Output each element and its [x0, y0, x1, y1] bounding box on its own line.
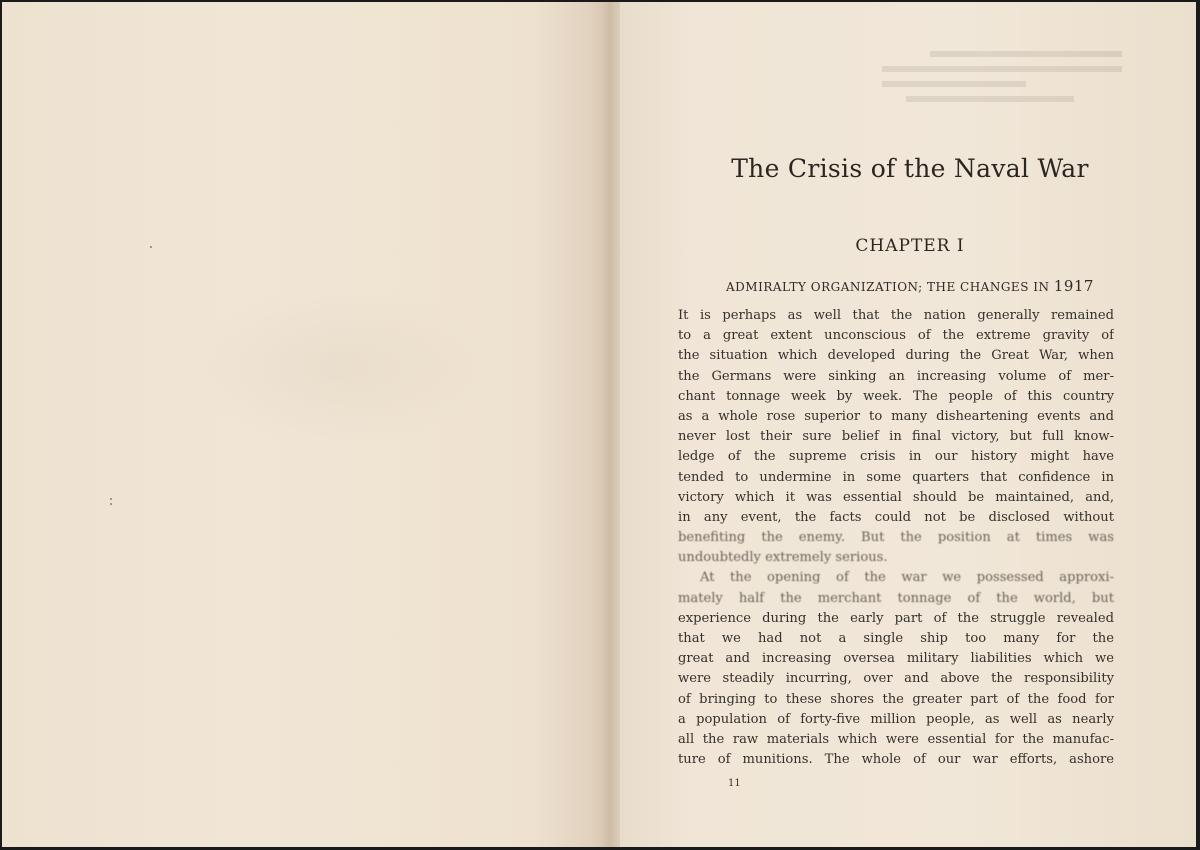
- book-spread: [2, 2, 1196, 847]
- text-line: At the opening of the war we possessed approxi-: [700, 570, 1114, 586]
- paper-speck: [110, 498, 112, 500]
- text-line: chant tonnage week by week. The people of this country: [678, 388, 1114, 404]
- text-line: in any event, the facts could not be disclosed without: [678, 509, 1114, 525]
- show-through-text: [882, 42, 1122, 122]
- text-line: experience during the early part of the struggle revealed: [678, 610, 1114, 626]
- paper-speck: [110, 503, 112, 505]
- paper-speck: [150, 246, 152, 248]
- show-through-shadow: [182, 287, 492, 447]
- text-line: to a great extent unconscious of the extreme gravity of: [678, 328, 1114, 344]
- book-title: The Crisis of the Naval War: [731, 154, 1089, 183]
- text-line: that we had not a single ship too many for the: [678, 631, 1114, 646]
- section-year: 1917: [1053, 277, 1094, 295]
- text-line: a population of forty-five million people, as well as nearly: [678, 711, 1114, 727]
- text-line: tended to undermine in some quarters that confidence in: [678, 469, 1114, 485]
- body-text: [678, 306, 1114, 770]
- section-title-text: ADMIRALTY ORGANIZATION; THE CHANGES IN: [726, 280, 1050, 294]
- text-line: ledge of the supreme crisis in our history might have: [678, 449, 1114, 465]
- text-line: undoubtedly extremely serious.: [678, 550, 888, 566]
- text-line: of bringing to these shores the greater part of the food for: [678, 691, 1114, 707]
- left-page-blank: [2, 2, 606, 847]
- text-line: victory which it was essential should be maintained, and,: [678, 489, 1114, 505]
- text-line: great and increasing oversea military liabilities which we: [678, 651, 1114, 667]
- text-line: the Germans were sinking an increasing volume of mer-: [678, 368, 1114, 384]
- text-line: the situation which developed during the Great War, when: [678, 348, 1114, 364]
- page-number: 11: [728, 778, 741, 789]
- text-line: It is perhaps as well that the nation generally remained: [678, 308, 1114, 323]
- text-line: mately half the merchant tonnage of the world, but: [678, 590, 1114, 606]
- right-page: [620, 2, 1196, 847]
- section-title: [690, 277, 1130, 295]
- text-line: ture of munitions. The whole of our war efforts, ashore: [678, 752, 1114, 768]
- text-line: all the raw materials which were essential for the manufac-: [678, 731, 1114, 747]
- text-line: never lost their sure belief in final victory, but full know-: [678, 429, 1114, 445]
- text-line: as a whole rose superior to many disheartening events and: [678, 408, 1114, 424]
- text-line: were steadily incurring, over and above the responsibility: [678, 671, 1114, 687]
- book-gutter: [602, 2, 620, 847]
- text-line: benefiting the enemy. But the position at times was: [678, 530, 1114, 546]
- chapter-heading: CHAPTER I: [855, 236, 965, 256]
